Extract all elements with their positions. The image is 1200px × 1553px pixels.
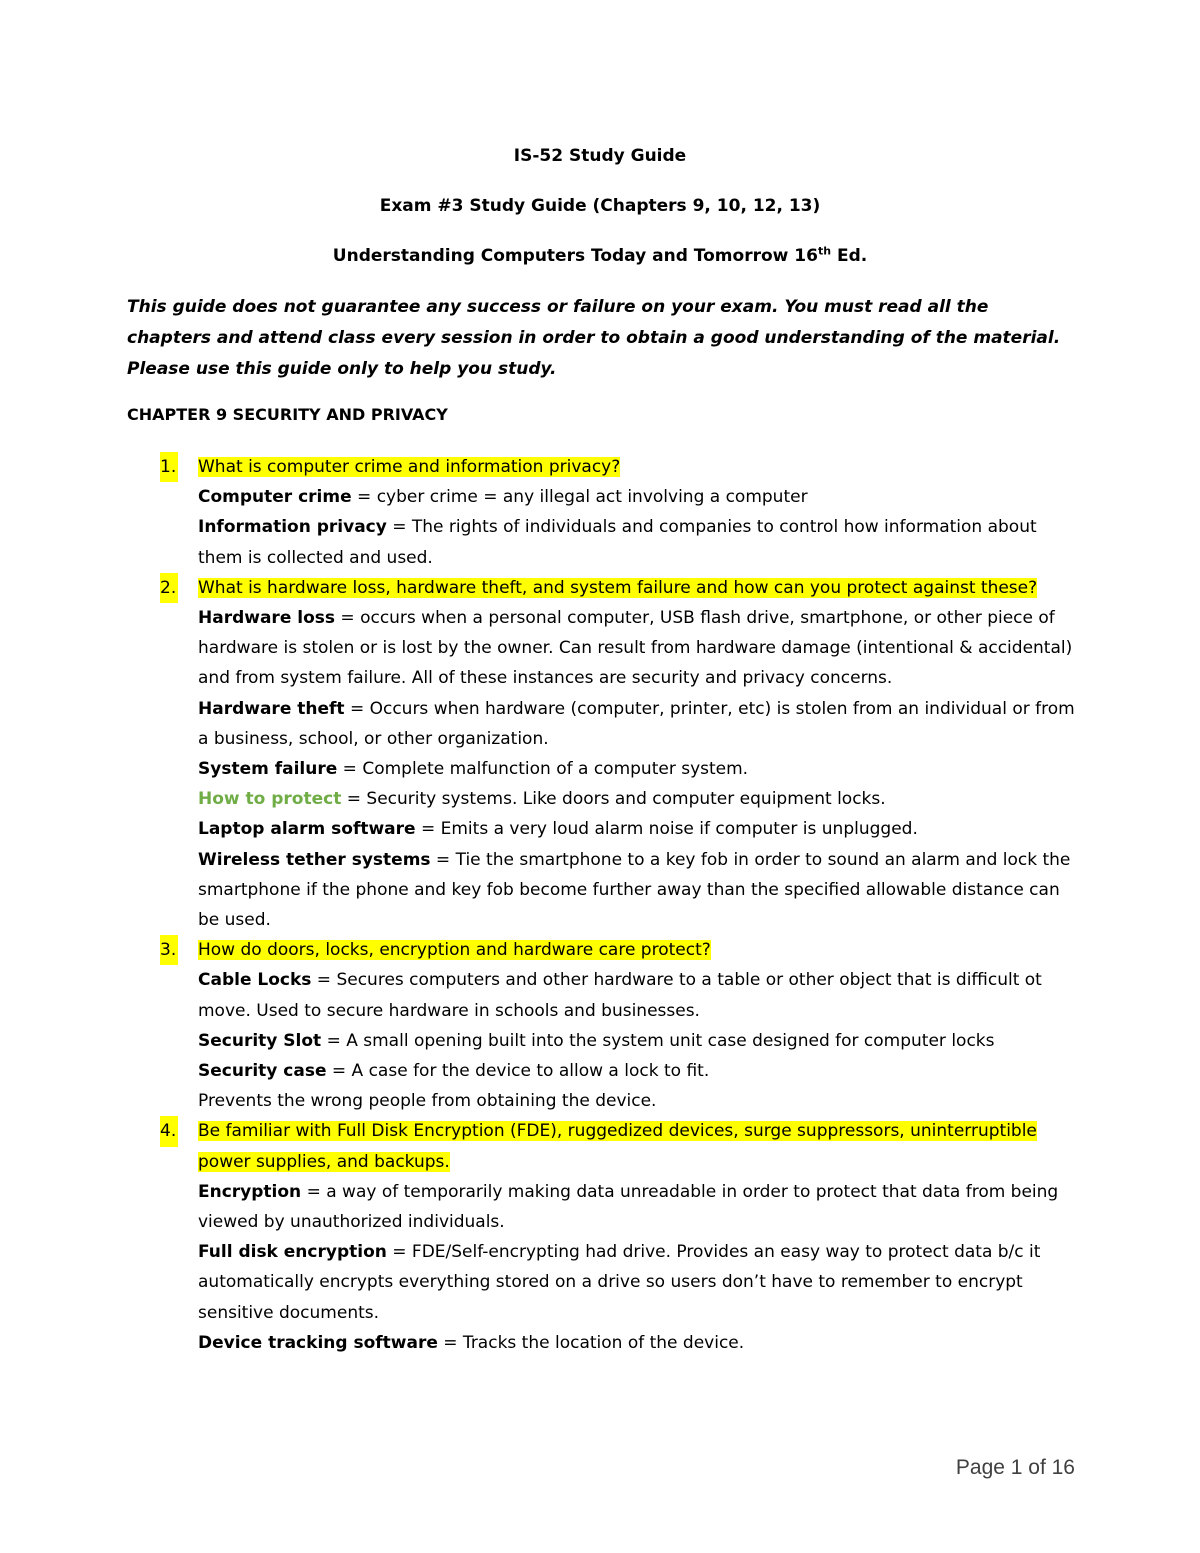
answer-line xyxy=(127,1056,1077,1086)
answer-term: Wireless tether systems xyxy=(198,849,431,870)
question-item xyxy=(127,452,1077,482)
answer-term: Full disk encryption xyxy=(198,1242,387,1263)
answer-term: Device tracking software xyxy=(198,1332,438,1353)
answer-definition: = Complete malfunction of a computer system. xyxy=(337,759,749,780)
answer-term: Security case xyxy=(198,1061,327,1082)
answer-term: Encryption xyxy=(198,1181,302,1202)
answer-term: Laptop alarm software xyxy=(198,819,416,840)
answer-line xyxy=(127,1177,1077,1237)
answer-term-highlighted: How to protect xyxy=(198,789,342,810)
answer-definition: = Secures computers and other hardware to a table or other object that is difficult ot move. Used to secure hardware in schools and businesses. xyxy=(198,970,1042,1021)
question-number: 1. xyxy=(160,452,178,482)
answer-line xyxy=(127,814,1077,844)
answer-line xyxy=(127,1237,1077,1328)
answer-definition: = A small opening built into the system unit case designed for computer locks xyxy=(321,1030,995,1051)
question-item xyxy=(127,1116,1077,1176)
answer-line xyxy=(127,1328,1077,1358)
answer-term: Hardware theft xyxy=(198,698,345,719)
disclaimer-paragraph: This guide does not guarantee any success or failure on your exam. You must read all the chapters and attend class every session in order to obtain a good understanding of the material. Please use this guide only to help you study. xyxy=(127,297,1061,379)
answer-definition: = Emits a very loud alarm noise if computer is unplugged. xyxy=(415,819,918,840)
answer-line xyxy=(127,784,1077,814)
exam-subtitle: Exam #3 Study Guide (Chapters 9, 10, 12, 13) xyxy=(379,196,821,216)
answer-definition: = Tracks the location of the device. xyxy=(437,1332,745,1353)
question-text: How do doors, locks, encryption and hardware care protect? xyxy=(198,940,711,961)
answer-line xyxy=(127,754,1077,784)
answer-definition: Prevents the wrong people from obtaining the device. xyxy=(198,1091,657,1112)
edition-suffix: Ed. xyxy=(831,246,868,266)
answer-definition: = FDE/Self-encrypting had drive. Provides an easy way to protect data b/c it automatically encrypts everything stored on a drive so users don’t have to remember to encrypt sensitive documents. xyxy=(198,1242,1041,1323)
question-text: Be familiar with Full Disk Encryption (FDE), ruggedized devices, surge suppressors, uninterruptible power supplies, and backups. xyxy=(198,1121,1037,1172)
answer-term: Information privacy xyxy=(198,517,387,538)
question-list xyxy=(127,452,1077,1358)
question-number: 2. xyxy=(160,573,178,603)
answer-line xyxy=(127,694,1077,754)
answer-definition: = cyber crime = any illegal act involving a computer xyxy=(351,487,808,508)
edition-superscript: th xyxy=(817,244,832,258)
page-number: Page 1 of 16 xyxy=(955,1456,1075,1479)
question-text: What is computer crime and information privacy? xyxy=(198,457,621,477)
answer-definition: = Tie the smartphone to a key fob in order to sound an alarm and lock the smartphone if the phone and key fob become further away than the specified allowable distance can be used. xyxy=(198,849,1071,931)
answer-definition: = The rights of individuals and companies to control how information about them is collected and used. xyxy=(198,517,1037,568)
textbook-line xyxy=(0,246,1200,266)
question-number: 4. xyxy=(160,1116,178,1146)
answer-term: System failure xyxy=(198,759,338,780)
answer-term: Security Slot xyxy=(198,1030,322,1051)
answer-definition: = Security systems. Like doors and computer equipment locks. xyxy=(341,789,886,810)
answer-definition: = Occurs when hardware (computer, printer, etc) is stolen from an individual or from a business, school, or other organization. xyxy=(198,698,1075,749)
answer-definition: = occurs when a personal computer, USB flash drive, smartphone, or other piece of hardware is stolen or is lost by the owner. Can result from hardware damage (intentional & accidental) and from system failure. All of these instances are security and privacy concerns. xyxy=(198,608,1073,689)
answer-term: Cable Locks xyxy=(198,970,312,991)
question-number: 3. xyxy=(160,935,178,965)
question-item xyxy=(127,573,1077,603)
document-title: IS-52 Study Guide xyxy=(513,146,687,166)
answer-line xyxy=(127,482,1077,512)
question-item xyxy=(127,935,1077,965)
answer-line xyxy=(127,965,1077,1025)
answer-line xyxy=(127,1026,1077,1056)
answer-term: Computer crime xyxy=(198,487,352,508)
answer-line xyxy=(127,845,1077,936)
question-text: What is hardware loss, hardware theft, and system failure and how can you protect against these? xyxy=(198,577,1038,598)
textbook-title: Understanding Computers Today and Tomorrow 16 xyxy=(332,246,818,266)
answer-term: Hardware loss xyxy=(198,608,336,629)
answer-line xyxy=(127,603,1077,694)
answer-line xyxy=(127,1086,1077,1116)
answer-definition: = A case for the device to allow a lock to fit. xyxy=(326,1061,710,1082)
chapter-heading: CHAPTER 9 SECURITY AND PRIVACY xyxy=(127,405,448,424)
answer-line xyxy=(127,512,1077,572)
answer-definition: = a way of temporarily making data unreadable in order to protect that data from being viewed by unauthorized individuals. xyxy=(198,1181,1059,1233)
